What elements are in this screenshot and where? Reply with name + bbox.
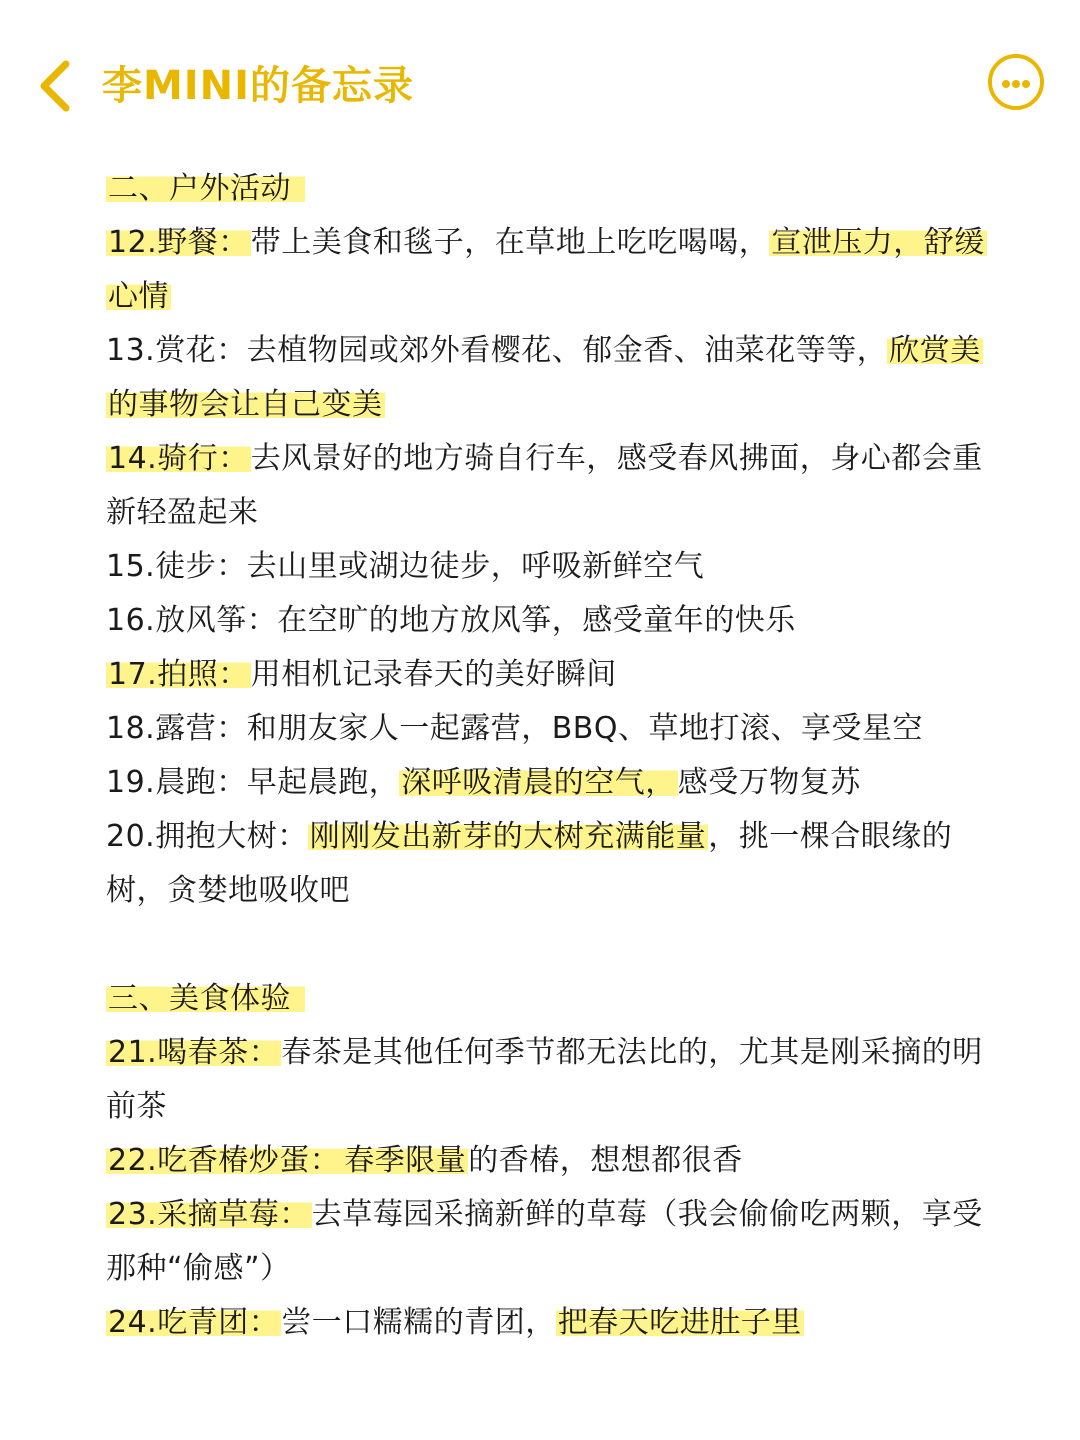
item-label: 13.赏花： bbox=[106, 333, 247, 368]
more-horizontal-icon bbox=[1012, 80, 1020, 88]
item-text: 去风景好的地方骑自行车，感受春风拂面，身心都会重新轻盈起来 bbox=[106, 441, 983, 530]
memo-item bbox=[106, 216, 986, 324]
memo-item bbox=[106, 810, 986, 918]
item-label: 22.吃香椿炒蛋： bbox=[108, 1143, 341, 1178]
item-text: 用相机记录春天的美好瞬间 bbox=[250, 657, 617, 692]
highlighted-text: 春季限量 bbox=[344, 1143, 467, 1178]
memo-item bbox=[106, 1134, 986, 1188]
memo-content bbox=[106, 162, 986, 1350]
memo-item bbox=[106, 1026, 986, 1134]
item-text: 在空旷的地方放风筝，感受童年的快乐 bbox=[277, 603, 796, 638]
highlighted-text: 宣泄压力，舒缓心情 bbox=[108, 225, 985, 314]
section-title-text: 三、美食体验 bbox=[106, 981, 305, 1016]
item-text: 带上美食和毯子，在草地上吃吃喝喝， bbox=[250, 225, 770, 260]
section-title bbox=[106, 162, 986, 216]
item-text: 的香椿，想想都很香 bbox=[468, 1143, 743, 1178]
item-text: 早起晨跑， bbox=[246, 765, 400, 800]
back-button[interactable] bbox=[34, 58, 82, 114]
more-horizontal-icon bbox=[1022, 80, 1030, 88]
highlighted-text: 欣赏美的事物会让自己变美 bbox=[108, 333, 981, 422]
item-label: 20.拥抱大树： bbox=[106, 819, 308, 854]
item-label: 17.拍照： bbox=[108, 657, 249, 692]
memo-item bbox=[106, 756, 986, 810]
item-text: 感受万物复苏 bbox=[677, 765, 861, 800]
item-label: 15.徒步： bbox=[106, 549, 247, 584]
item-label: 19.晨跑： bbox=[106, 765, 247, 800]
app-header bbox=[0, 0, 1080, 170]
memo-item bbox=[106, 594, 986, 648]
item-text: 去植物园或郊外看樱花、郁金香、油菜花等等， bbox=[246, 333, 888, 368]
highlighted-text: 刚刚发出新芽的大树充满能量 bbox=[309, 819, 707, 854]
page-title: 李MINI的备忘录 bbox=[102, 63, 415, 109]
highlighted-text: 深呼吸清晨的空气， bbox=[401, 765, 676, 800]
item-text: ，挑一棵合眼缘的树，贪婪地吸收吧 bbox=[106, 819, 953, 908]
item-text: 和朋友家人一起露营，BBQ、草地打滚、享受星空 bbox=[246, 711, 923, 746]
item-text: 春茶是其他任何季节都无法比的，尤其是刚采摘的明前茶 bbox=[106, 1035, 983, 1124]
item-label: 21.喝春茶： bbox=[108, 1035, 280, 1070]
section-spacer bbox=[106, 918, 986, 972]
item-label: 16.放风筝： bbox=[106, 603, 278, 638]
item-label: 24.吃青团： bbox=[108, 1305, 280, 1340]
section-title-text: 二、户外活动 bbox=[106, 171, 305, 206]
memo-item bbox=[106, 702, 986, 756]
item-label: 18.露营： bbox=[106, 711, 247, 746]
more-horizontal-icon bbox=[1002, 80, 1010, 88]
item-text: 尝一口糯糯的青团， bbox=[281, 1305, 556, 1340]
memo-item bbox=[106, 324, 986, 432]
item-text: 去草莓园采摘新鲜的草莓（我会偷偷吃两颗，享受那种“偷感”） bbox=[106, 1197, 983, 1286]
section-title bbox=[106, 972, 986, 1026]
chevron-left-icon bbox=[34, 58, 82, 114]
memo-item bbox=[106, 1188, 986, 1296]
memo-item bbox=[106, 432, 986, 540]
memo-item bbox=[106, 648, 986, 702]
memo-item bbox=[106, 1296, 986, 1350]
item-label: 12.野餐： bbox=[108, 225, 249, 260]
item-text: 去山里或湖边徒步，呼吸新鲜空气 bbox=[246, 549, 705, 584]
memo-item bbox=[106, 540, 986, 594]
item-label: 23.采摘草莓： bbox=[108, 1197, 310, 1232]
item-label: 14.骑行： bbox=[108, 441, 249, 476]
highlighted-text: 把春天吃进肚子里 bbox=[557, 1305, 802, 1340]
more-options-button[interactable] bbox=[988, 54, 1044, 110]
